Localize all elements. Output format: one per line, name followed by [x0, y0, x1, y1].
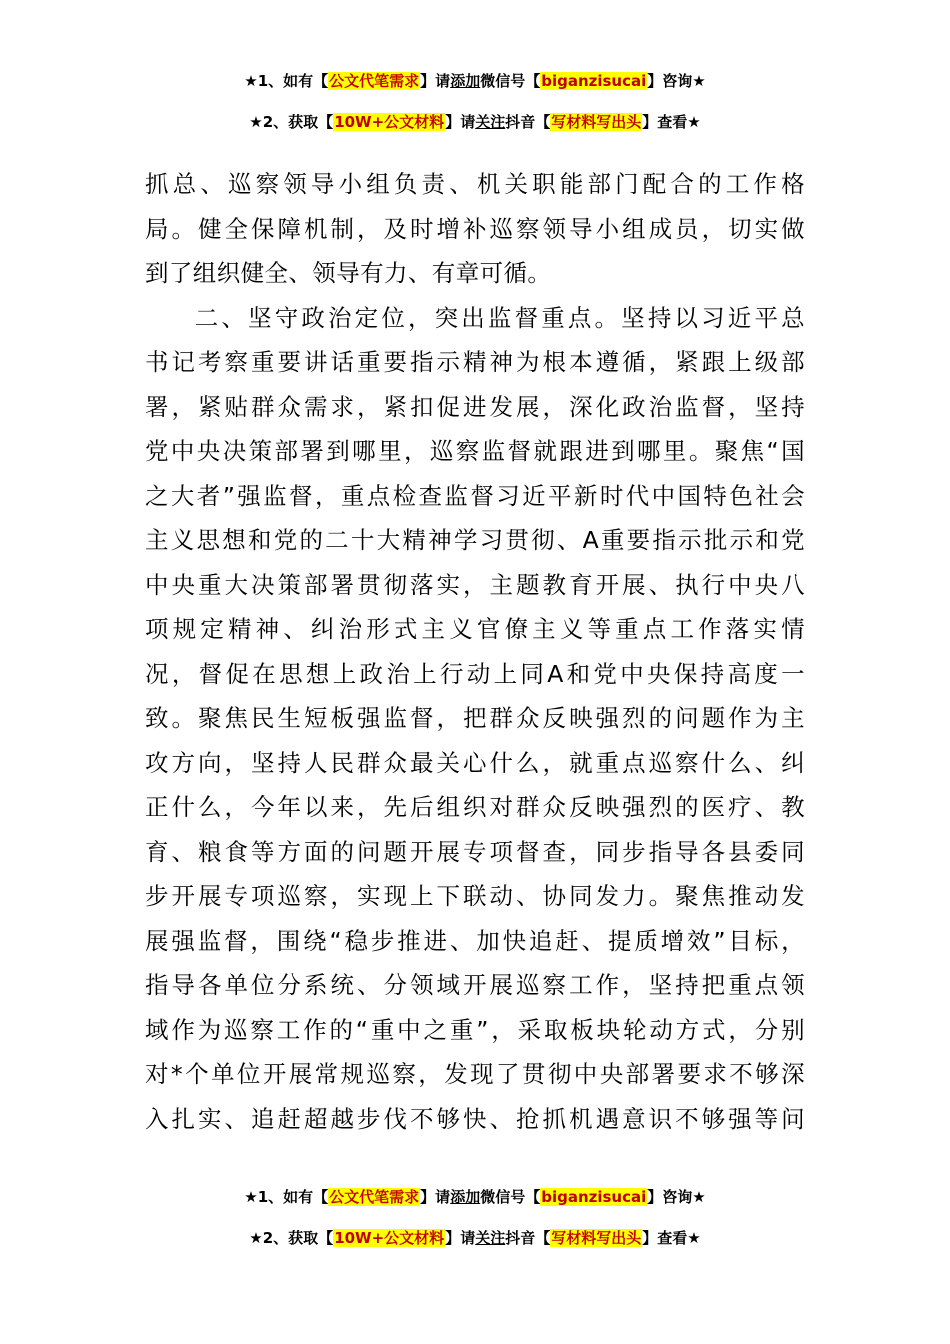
text-line: 到了组织健全、领导有力、有章可循。: [145, 259, 552, 287]
promo-text: 】请: [420, 72, 451, 90]
footer-promo-line-2: [0, 1227, 950, 1249]
header-promo-line-1: [0, 70, 950, 92]
promo-prefix: ★1、如有【: [244, 1188, 329, 1206]
text-line: 致。聚焦民生短板强监督，把群众反映强烈的问题作为主: [145, 704, 805, 732]
promo-prefix: ★1、如有【: [244, 72, 329, 90]
promo-suffix: 】咨询★: [647, 72, 706, 90]
promo-highlight: 公文代笔需求: [329, 1188, 420, 1206]
text-line: 育、粮食等方面的问题开展专项督查，同步指导各县委同: [145, 837, 805, 866]
text-line: 之大者”强监督，重点检查监督习近平新时代中国特色社会: [145, 481, 805, 510]
promo-suffix: 】查看★: [642, 1229, 701, 1247]
text-line: 二、坚守政治定位，突出监督重点。坚持以习近平总: [192, 303, 805, 332]
promo-underlined: 添加: [450, 72, 481, 90]
promo-underlined: 关注: [475, 1229, 506, 1247]
promo-text: 】请: [420, 1188, 451, 1206]
promo-highlight: 公文代笔需求: [329, 72, 420, 90]
promo-highlight: 10W+公文材料: [334, 1229, 445, 1247]
promo-underlined: 添加: [450, 1188, 481, 1206]
promo-highlight: biganzisucai: [541, 1188, 647, 1206]
text-line: 入扎实、追赶超越步伐不够快、抢抓机遇意识不够强等问: [145, 1104, 805, 1133]
text-line: 攻方向，坚持人民群众最关心什么，就重点巡察什么、纠: [145, 748, 805, 777]
text-line: 书记考察重要讲话重要指示精神为根本遵循，紧跟上级部: [145, 348, 805, 376]
text-line: 党中央决策部署到哪里，巡察监督就跟进到哪里。聚焦“国: [145, 437, 805, 465]
promo-highlight: biganzisucai: [541, 72, 647, 90]
text-line: 域作为巡察工作的“重中之重”，采取板块轮动方式，分别: [145, 1015, 805, 1044]
promo-prefix: ★2、获取【: [249, 1229, 334, 1247]
promo-text: 微信号【: [480, 72, 541, 90]
text-line: 抓总、巡察领导小组负责、机关职能部门配合的工作格: [145, 170, 805, 198]
promo-suffix: 】咨询★: [647, 1188, 706, 1206]
promo-text: 抖音【: [505, 1229, 551, 1247]
text-line: 中央重大决策部署贯彻落实，主题教育开展、执行中央八: [145, 570, 805, 599]
header-promo-line-2: [0, 111, 950, 133]
text-line: 况，督促在思想上政治上行动上同A和党中央保持高度一: [145, 659, 805, 688]
promo-text: 】请: [445, 1229, 476, 1247]
footer-promo-line-1: [0, 1186, 950, 1208]
promo-prefix: ★2、获取【: [249, 113, 334, 131]
text-line: 局。健全保障机制，及时增补巡察领导小组成员，切实做: [145, 214, 805, 243]
document-body: [145, 162, 805, 1141]
promo-text: 抖音【: [505, 113, 551, 131]
promo-text: 】请: [445, 113, 476, 131]
text-line: 步开展专项巡察，实现上下联动、协同发力。聚焦推动发: [145, 882, 805, 910]
promo-text: 微信号【: [480, 1188, 541, 1206]
text-line: 署，紧贴群众需求，紧扣促进发展，深化政治监督，坚持: [145, 392, 805, 421]
text-line: 项规定精神、纠治形式主义官僚主义等重点工作落实情: [145, 615, 805, 643]
paragraph-2: [145, 296, 805, 1142]
paragraph-1: [145, 162, 805, 296]
text-line: 指导各单位分系统、分领域开展巡察工作，坚持把重点领: [145, 971, 805, 999]
text-line: 展强监督，围绕“稳步推进、加快追赶、提质增效”目标，: [145, 926, 805, 955]
text-line-indented: [145, 296, 805, 341]
text-line: 正什么，今年以来，先后组织对群众反映强烈的医疗、教: [145, 793, 805, 821]
promo-underlined: 关注: [475, 113, 506, 131]
promo-suffix: 】查看★: [642, 113, 701, 131]
promo-highlight: 写材料写出头: [551, 113, 642, 131]
promo-highlight: 写材料写出头: [551, 1229, 642, 1247]
promo-highlight: 10W+公文材料: [334, 113, 445, 131]
text-line: 主义思想和党的二十大精神学习贯彻、A重要指示批示和党: [145, 526, 805, 554]
text-line: 对*个单位开展常规巡察，发现了贯彻中央部署要求不够深: [145, 1060, 805, 1088]
